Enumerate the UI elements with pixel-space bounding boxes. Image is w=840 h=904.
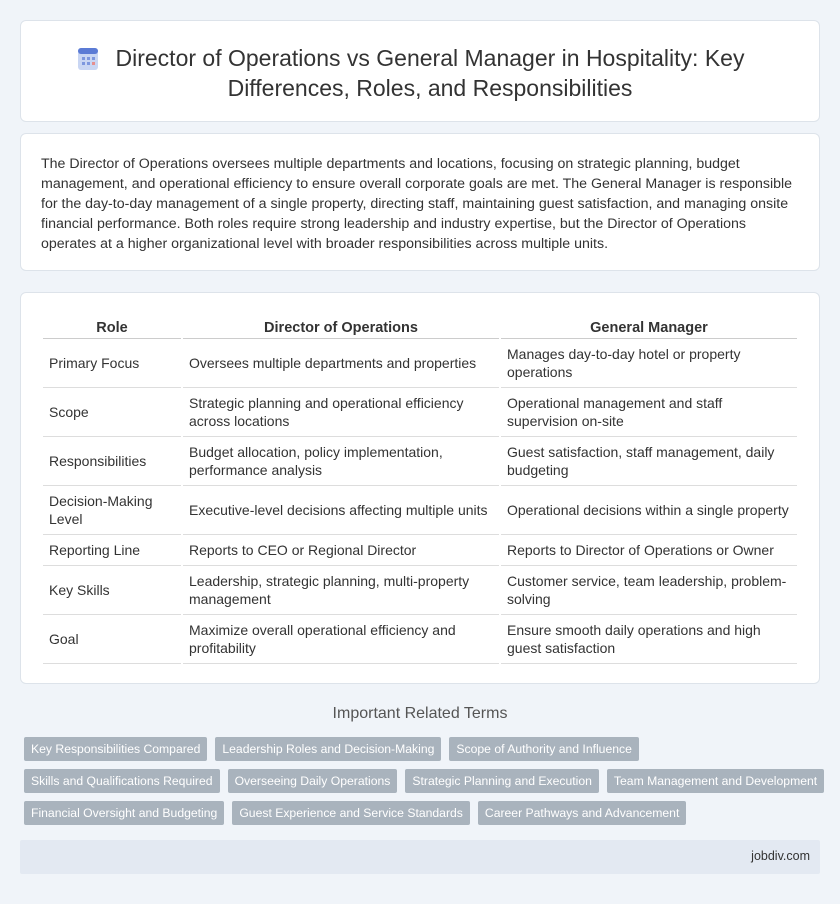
- tag-row: [24, 769, 824, 793]
- related-term-tag[interactable]: Financial Oversight and Budgeting: [24, 801, 224, 825]
- summary-text: The Director of Operations oversees multiple departments and locations, focusing on strategic planning, budget management, and operational efficiency to ensure overall corporate goals are met. The General Manager is responsible for the day-to-day management of a single property, directing staff, maintaining guest satisfaction, and managing onsite financial performance. Both roles require strong leadership and industry expertise, but the Director of Operations operates at a higher organizational level with broader responsibilities across multiple units.: [41, 156, 793, 252]
- related-term-tag[interactable]: Key Responsibilities Compared: [24, 737, 207, 761]
- related-term-tag[interactable]: Scope of Authority and Influence: [449, 737, 639, 761]
- footer: [20, 840, 820, 874]
- table-cell: Leadership, strategic planning, multi-property management: [183, 566, 499, 615]
- title-card: [20, 20, 820, 122]
- table-cell: Guest satisfaction, staff management, daily budgeting: [501, 437, 797, 486]
- header-director: Director of Operations: [183, 313, 499, 339]
- table-cell: Operational management and staff supervision on-site: [501, 388, 797, 437]
- table-row: [43, 566, 797, 615]
- comparison-table-card: [20, 292, 820, 684]
- table-cell: Scope: [43, 388, 181, 437]
- table-cell: Customer service, team leadership, problem-solving: [501, 566, 797, 615]
- related-term-tag[interactable]: Leadership Roles and Decision-Making: [215, 737, 441, 761]
- table-cell: Key Skills: [43, 566, 181, 615]
- table-cell: Ensure smooth daily operations and high guest satisfaction: [501, 615, 797, 664]
- page-title: Director of Operations vs General Manager in Hospitality: Key Differences, Roles, and Responsibilities: [115, 45, 745, 101]
- related-term-tag[interactable]: Career Pathways and Advancement: [478, 801, 686, 825]
- header-role: Role: [43, 313, 181, 339]
- table-cell: Goal: [43, 615, 181, 664]
- table-cell: Oversees multiple departments and properties: [183, 339, 499, 388]
- table-cell: Primary Focus: [43, 339, 181, 388]
- related-term-tag[interactable]: Strategic Planning and Execution: [405, 769, 599, 793]
- summary-card: [20, 133, 820, 271]
- related-term-tag[interactable]: Overseeing Daily Operations: [228, 769, 398, 793]
- table-row: [43, 615, 797, 664]
- table-row: [43, 339, 797, 388]
- comparison-table: [41, 313, 799, 664]
- table-row: [43, 535, 797, 566]
- header-general-manager: General Manager: [501, 313, 797, 339]
- table-cell: Decision-Making Level: [43, 486, 181, 535]
- table-cell: Budget allocation, policy implementation, performance analysis: [183, 437, 499, 486]
- related-terms-title: Important Related Terms: [332, 705, 508, 722]
- table-cell: Reporting Line: [43, 535, 181, 566]
- table-row: [43, 437, 797, 486]
- table-cell: Maximize overall operational efficiency and profitability: [183, 615, 499, 664]
- table-row: [43, 388, 797, 437]
- table-cell: Manages day-to-day hotel or property operations: [501, 339, 797, 388]
- related-terms-tags: [24, 737, 824, 833]
- table-cell: Reports to Director of Operations or Owner: [501, 535, 797, 566]
- related-term-tag[interactable]: Team Management and Development: [607, 769, 824, 793]
- table-cell: Responsibilities: [43, 437, 181, 486]
- table-cell: Strategic planning and operational efficiency across locations: [183, 388, 499, 437]
- table-cell: Operational decisions within a single property: [501, 486, 797, 535]
- related-term-tag[interactable]: Skills and Qualifications Required: [24, 769, 220, 793]
- table-row: [43, 486, 797, 535]
- tag-row: [24, 737, 824, 761]
- footer-site-link[interactable]: jobdiv.com: [751, 849, 810, 863]
- table-cell: Reports to CEO or Regional Director: [183, 535, 499, 566]
- table-header-row: [43, 313, 797, 339]
- related-term-tag[interactable]: Guest Experience and Service Standards: [232, 801, 470, 825]
- tag-row: [24, 801, 824, 825]
- table-cell: Executive-level decisions affecting multiple units: [183, 486, 499, 535]
